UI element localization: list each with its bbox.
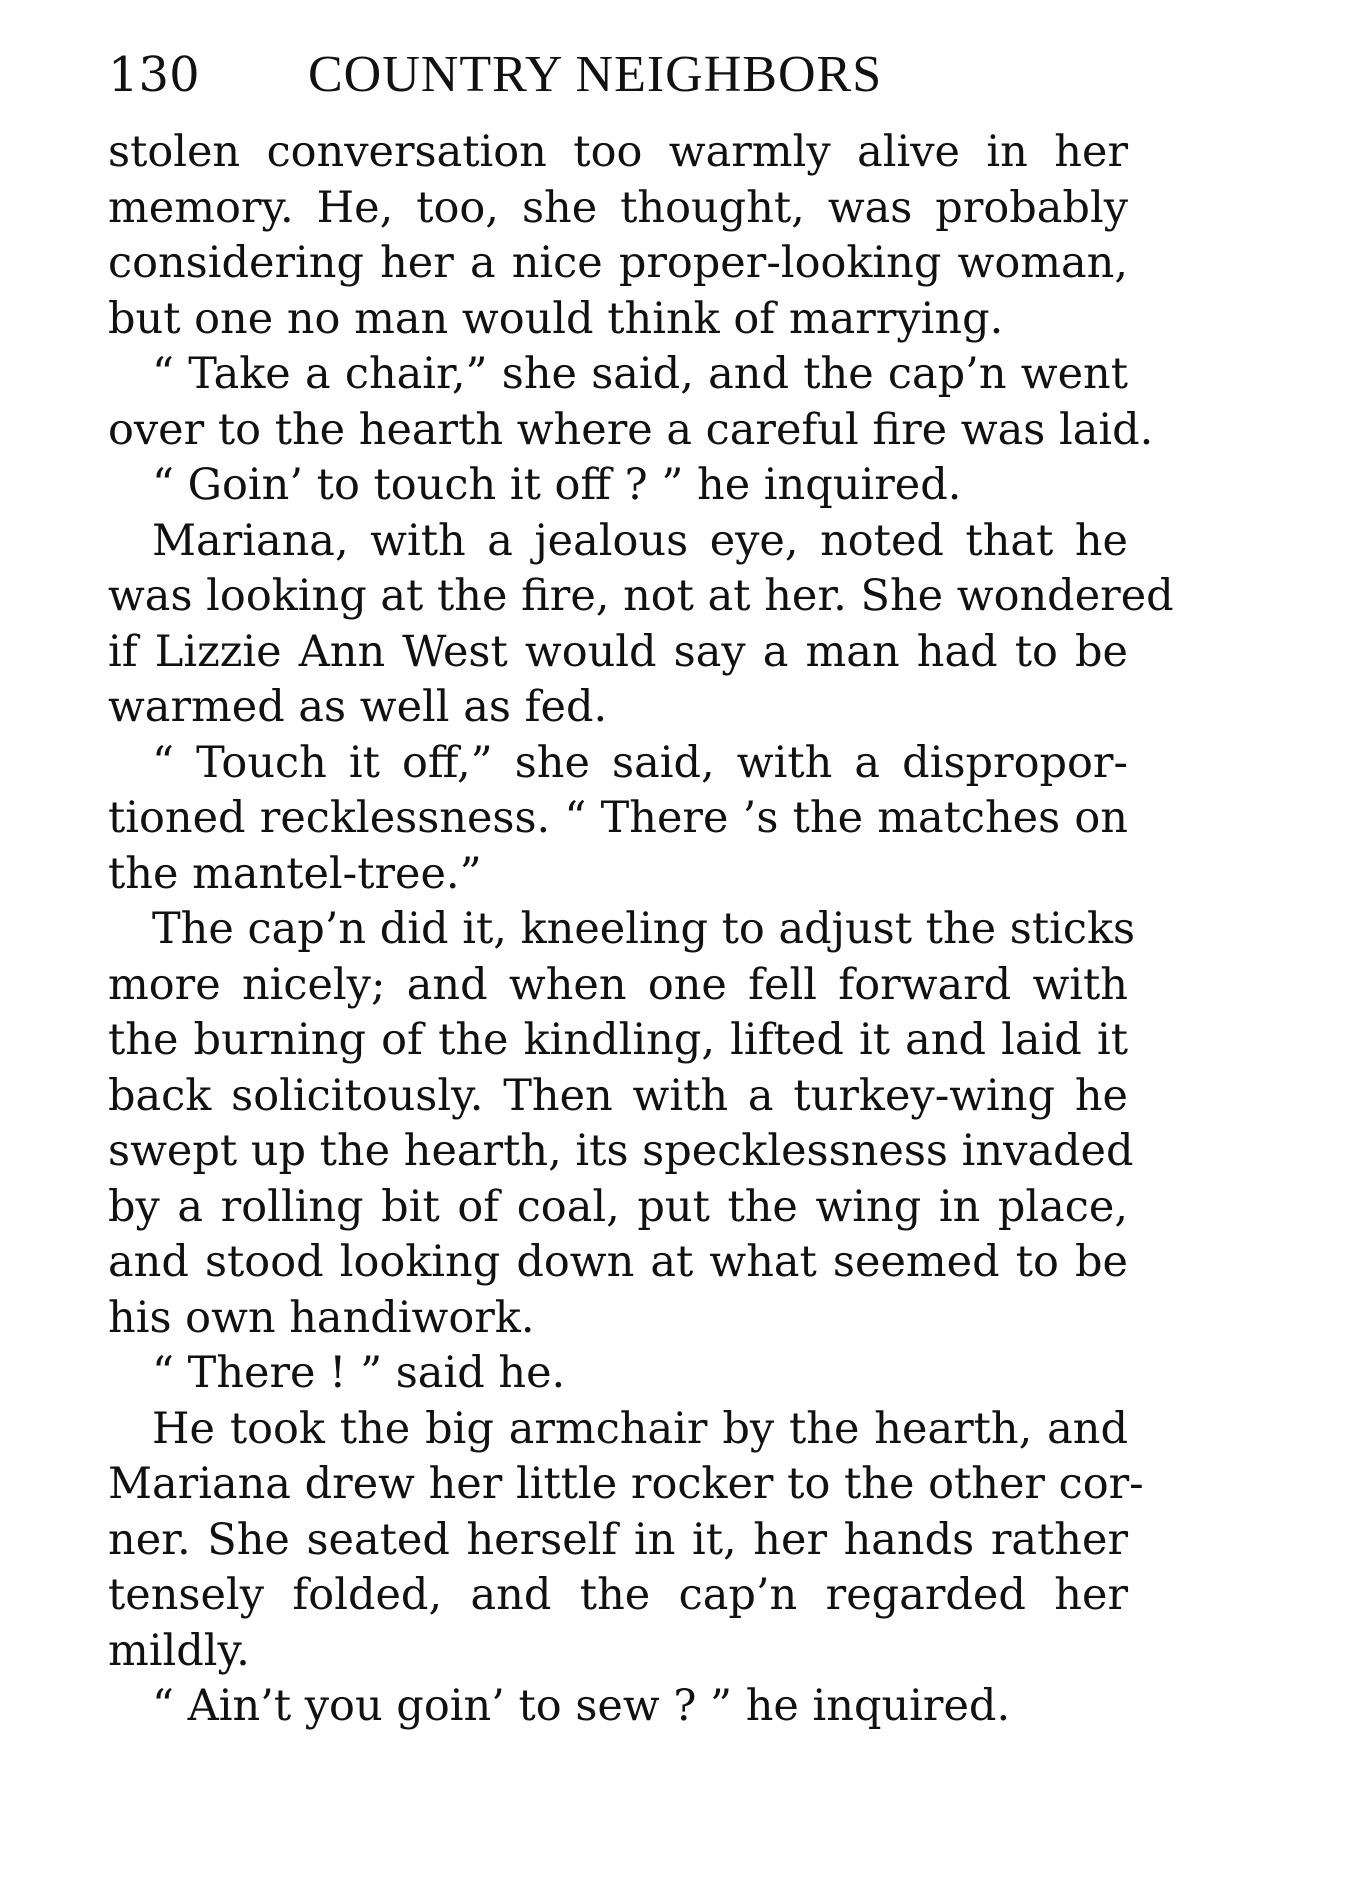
text-line: “ There ! ” said he. — [152, 1348, 566, 1398]
text-line: The cap’n did it, kneeling to adjust the sticks — [152, 904, 1136, 954]
text-line: stolen conversation too warmly alive in her — [108, 127, 1128, 177]
text-line: “ Ain’t you goin’ to sew ? ” he inquired. — [152, 1681, 1011, 1731]
text-line: “ Goin’ to touch it off ? ” he inquired. — [152, 460, 962, 510]
page-number: 130 — [108, 47, 200, 103]
text-line: He took the big armchair by the hearth, and — [152, 1403, 1128, 1454]
text-line: “ Touch it off,” she said, with a dispropor- — [152, 737, 1128, 788]
text-line: the burning of the kindling, lifted it and laid it — [108, 1015, 1128, 1065]
text-line: tensely folded, and the cap’n regarded her — [108, 1570, 1128, 1620]
text-line: his own handiwork. — [108, 1292, 535, 1343]
text-line: swept up the hearth, its specklessness invaded — [108, 1126, 1134, 1176]
text-line: memory. He, too, she thought, was probably — [108, 182, 1128, 233]
text-line: was looking at the fire, not at her. She wondered — [108, 571, 1174, 621]
text-line: and stood looking down at what seemed to be — [108, 1237, 1128, 1287]
text-line: ner. She seated herself in it, her hands rather — [108, 1514, 1128, 1565]
text-line: Mariana, with a jealous eye, noted that he — [152, 515, 1128, 566]
text-line: over to the hearth where a careful fire was laid. — [108, 404, 1154, 455]
text-line: warmed as well as fed. — [108, 682, 608, 732]
text-line: tioned recklessness. “ There ’s the matches on — [108, 793, 1128, 843]
text-line: but one no man would think of marrying. — [108, 293, 1004, 344]
text-line: considering her a nice proper-looking woman, — [108, 238, 1128, 288]
running-title: COUNTRY NEIGHBORS — [308, 46, 883, 103]
text-line: the mantel-tree.” — [108, 848, 482, 899]
body-text — [108, 125, 1174, 1735]
text-line: by a rolling bit of coal, put the wing in place, — [108, 1181, 1128, 1232]
text-line: Mariana drew her little rocker to the other cor- — [108, 1459, 1144, 1509]
text-line: if Lizzie Ann West would say a man had to be — [108, 626, 1128, 677]
text-line: mildly. — [108, 1625, 250, 1676]
text-line: more nicely; and when one fell forward with — [108, 959, 1128, 1010]
page-header — [108, 40, 1128, 110]
text-line: back solicitously. Then with a turkey-wing he — [108, 1070, 1128, 1121]
text-line: “ Take a chair,” she said, and the cap’n went — [152, 349, 1128, 399]
